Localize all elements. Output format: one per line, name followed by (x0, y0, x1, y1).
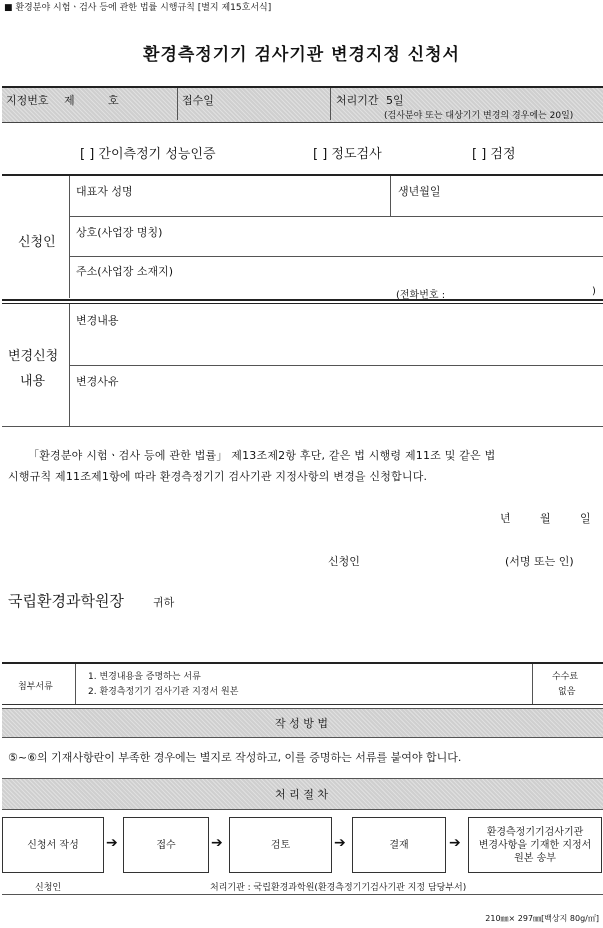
step-label: 신청서 작성 (27, 839, 79, 851)
attachment-item-2: 2. 환경측정기기 검사기관 지정서 원본 (88, 687, 239, 697)
receipt-date-label: 접수일 (182, 94, 214, 107)
birthdate-label: 생년월일 (398, 185, 441, 198)
divider (330, 88, 331, 120)
section-border (2, 894, 603, 895)
statement-line-2: 시행규칙 제11조제1항에 따라 환경측정기기 검사기관 지정사항의 변경을 신청합니다. (8, 470, 428, 483)
divider (390, 176, 391, 216)
step-label: 결재 (389, 839, 409, 851)
phone-number-label: (전화번호 : (396, 290, 446, 301)
step-review (229, 817, 332, 873)
step-label: 접수 (156, 839, 176, 851)
signature-label: (서명 또는 인) (505, 555, 574, 568)
howto-header: 작 성 방 법 (275, 717, 328, 730)
addressee-suffix: 귀하 (153, 596, 175, 609)
change-reason-label: 변경사유 (76, 375, 119, 388)
step-write-application (2, 817, 104, 873)
attachment-item-1: 1. 변경내용을 증명하는 서류 (88, 672, 201, 682)
phone-number-close: ) (592, 286, 596, 297)
row-divider (69, 365, 603, 366)
company-name-label: 상호(사업장 명칭) (76, 226, 163, 239)
arrow-icon: ➔ (106, 835, 118, 851)
processing-period-value: 5일 (386, 94, 404, 107)
step-label: 환경측정기기검사기관 (486, 826, 584, 838)
divider (177, 88, 178, 120)
representative-name-label: 대표자 성명 (76, 185, 133, 198)
section-border (2, 426, 603, 427)
date-year-label: 년 (500, 512, 511, 525)
form-header-note: ■ 환경분야 시험ㆍ검사 등에 관한 법률 시행규칙 [별지 제15호서식] (4, 3, 272, 13)
section-border (2, 303, 603, 304)
addressee: 국립환경과학원장 (8, 592, 124, 610)
attachments-label: 첨부서류 (18, 682, 53, 692)
option-verification[interactable]: [ ] 검정 (472, 147, 516, 162)
paper-size-footer: 210㎜× 297㎜[백상지 80g/㎡] (485, 914, 599, 923)
address-label: 주소(사업장 소재지) (76, 265, 174, 278)
processing-period-note: (검사분야 또는 대상기기 변경의 경우에는 20일) (384, 111, 574, 121)
procedure-header: 처 리 절 차 (275, 788, 328, 801)
date-month-label: 월 (540, 512, 551, 525)
divider (532, 664, 533, 704)
step-label: 원본 송부 (514, 852, 556, 864)
procedure-processor-caption: 처리기관 : 국립환경과학원(환경측정기기검사기관 지정 담당부서) (210, 883, 467, 893)
designation-no-je: 제 (64, 94, 75, 107)
change-section-label-2: 내용 (20, 374, 46, 389)
arrow-icon: ➔ (334, 835, 346, 851)
date-day-label: 일 (580, 512, 591, 525)
step-receipt (123, 817, 209, 873)
row-divider (69, 256, 603, 257)
step-label: 검토 (270, 839, 291, 851)
statement-line-1: 「환경분야 시험ㆍ검사 등에 관한 법률」 제13조제2항 후단, 같은 법 시행령 제11조 및 같은 법 (28, 449, 496, 462)
signer-label: 신청인 (328, 555, 360, 568)
fee-label: 수수료 (552, 672, 579, 682)
applicant-section-label: 신청인 (18, 235, 56, 250)
arrow-icon: ➔ (211, 835, 223, 851)
divider (75, 664, 76, 704)
section-border (2, 299, 603, 301)
designation-no-ho[interactable]: 호 (108, 94, 119, 107)
step-send-certificate (468, 817, 602, 873)
option-accuracy-inspection[interactable]: [ ] 정도검사 (313, 147, 382, 162)
section-border (2, 174, 603, 176)
divider (69, 176, 70, 298)
processing-period-label: 처리기간 (336, 94, 379, 107)
fee-value: 없음 (558, 687, 576, 697)
page-title: 환경측정기기 검사기관 변경지정 신청서 (143, 45, 460, 65)
arrow-icon: ➔ (449, 835, 461, 851)
row-divider (69, 216, 603, 217)
designation-no-label: 지정번호 (6, 94, 49, 107)
option-simple-meter-certification[interactable]: [ ] 간이측정기 성능인증 (80, 147, 216, 162)
step-label: 변경사항을 기재한 지정서 (478, 839, 592, 851)
howto-text: ⑤~⑥의 기재사항란이 부족한 경우에는 별지로 작성하고, 이를 증명하는 서류를 붙여야 합니다. (8, 751, 462, 764)
step-approval (352, 817, 446, 873)
change-content-label: 변경내용 (76, 314, 119, 327)
procedure-applicant-caption: 신청인 (35, 883, 62, 893)
change-section-label: 변경신청 (8, 349, 59, 364)
